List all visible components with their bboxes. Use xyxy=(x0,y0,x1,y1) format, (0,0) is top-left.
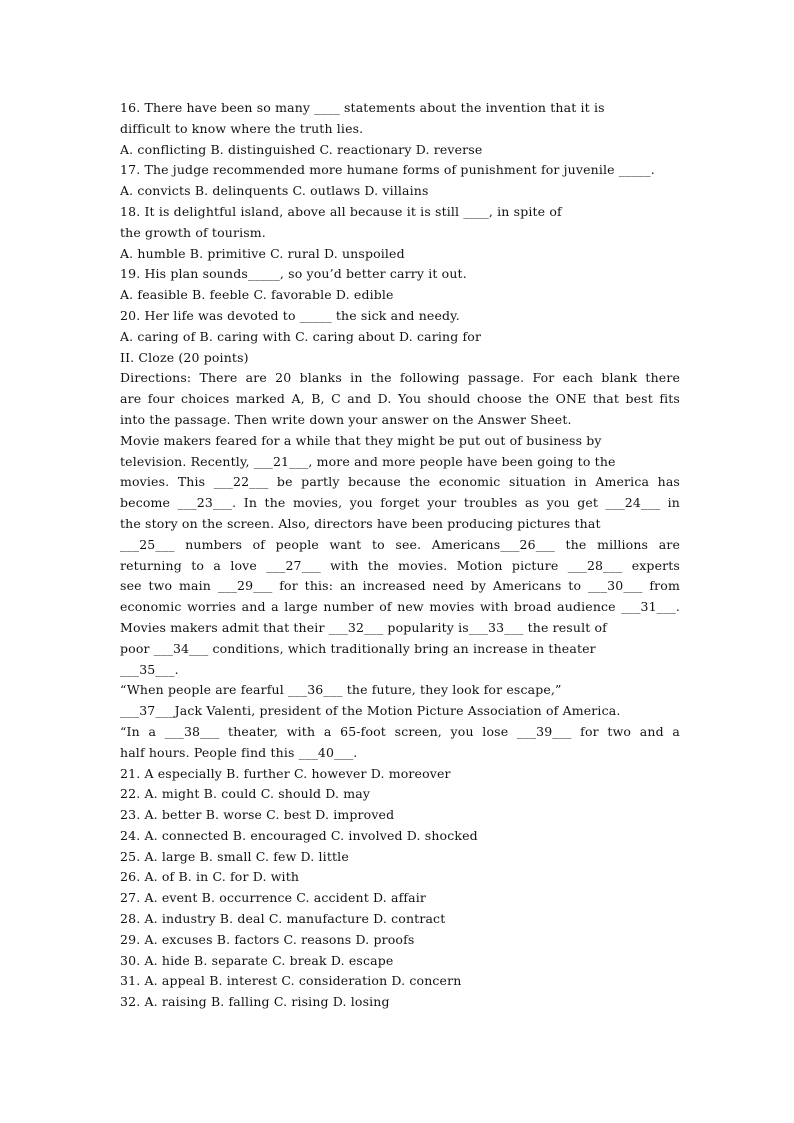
text-line: are four choices marked A, B, C and D. You should choose the ONE that best fits xyxy=(120,391,680,407)
text-line: 18. It is delightful island, above all because it is still ____, in spite of xyxy=(120,203,562,219)
text-line: 28. A. industry B. deal C. manufacture D. contract xyxy=(120,911,446,927)
text-line: 25. A. large B. small C. few D. little xyxy=(120,848,349,864)
text-line: poor ___34___ conditions, which traditionally bring an increase in theater xyxy=(120,640,596,656)
text-line: 21. A especially B. further C. however D. moreover xyxy=(120,765,451,781)
text-line: the growth of tourism. xyxy=(120,224,266,240)
text-line: ___35___. xyxy=(120,661,179,677)
text-line: half hours. People find this ___40___. xyxy=(120,744,358,760)
text-line: see two main ___29___ for this: an increased need by Americans to ___30___ from xyxy=(120,578,680,594)
text-line: “In a ___38___ theater, with a 65-foot screen, you lose ___39___ for two and a xyxy=(120,723,680,739)
text-line: the story on the screen. Also, directors have been producing pictures that xyxy=(120,515,601,531)
text-line: II. Cloze (20 points) xyxy=(120,349,249,365)
text-line: television. Recently, ___21___, more and more people have been going to the xyxy=(120,453,616,469)
text-line: economic worries and a large number of new movies with broad audience ___31___. xyxy=(120,599,680,615)
text-line: ___25___ numbers of people want to see. Americans___26___ the millions are xyxy=(120,536,680,552)
text-line: A. caring of B. caring with C. caring about D. caring for xyxy=(120,328,482,344)
text-line: 31. A. appeal B. interest C. consideration D. concern xyxy=(120,973,462,989)
text-line: movies. This ___22___ be partly because the economic situation in America has xyxy=(120,474,680,490)
text-line: 27. A. event B. occurrence C. accident D. affair xyxy=(120,890,427,906)
text-line: ___37___Jack Valenti, president of the Motion Picture Association of America. xyxy=(120,703,621,719)
text-line: 30. A. hide B. separate C. break D. escape xyxy=(120,952,394,968)
text-line: 29. A. excuses B. factors C. reasons D. proofs xyxy=(120,931,415,947)
text-line: Movies makers admit that their ___32___ popularity is___33___ the result of xyxy=(120,619,607,635)
text-line: A. feasible B. feeble C. favorable D. edible xyxy=(120,287,394,303)
text-line: 19. His plan sounds_____, so you’d better carry it out. xyxy=(120,266,467,282)
text-line: Directions: There are 20 blanks in the following passage. For each blank there xyxy=(120,370,680,386)
text-line: 16. There have been so many ____ statements about the invention that it is xyxy=(120,100,605,115)
text-line: A. humble B. primitive C. rural D. unspoiled xyxy=(120,245,405,261)
text-line: Movie makers feared for a while that they might be put out of business by xyxy=(120,432,602,448)
document-page xyxy=(120,98,680,1013)
text-line: 20. Her life was devoted to _____ the sick and needy. xyxy=(120,307,460,323)
text-line: 26. A. of B. in C. for D. with xyxy=(120,869,300,885)
text-line: into the passage. Then write down your answer on the Answer Sheet. xyxy=(120,411,572,427)
text-line: become ___23___. In the movies, you forget your troubles as you get ___24___ in xyxy=(120,495,680,511)
text-line: A. convicts B. delinquents C. outlaws D. villains xyxy=(120,183,429,199)
text-line: 23. A. better B. worse C. best D. improved xyxy=(120,807,395,823)
text-line: returning to a love ___27___ with the movies. Motion picture ___28___ experts xyxy=(120,557,680,573)
text-line: 17. The judge recommended more humane forms of punishment for juvenile _____. xyxy=(120,162,655,178)
text-line: 32. A. raising B. falling C. rising D. losing xyxy=(120,994,390,1010)
text-line: A. conflicting B. distinguished C. reactionary D. reverse xyxy=(120,141,483,157)
text-line: 24. A. connected B. encouraged C. involved D. shocked xyxy=(120,827,478,843)
text-line: difficult to know where the truth lies. xyxy=(120,120,364,136)
text-line: 22. A. might B. could C. should D. may xyxy=(120,786,371,802)
text-line: “When people are fearful ___36___ the future, they look for escape,” xyxy=(120,682,562,698)
